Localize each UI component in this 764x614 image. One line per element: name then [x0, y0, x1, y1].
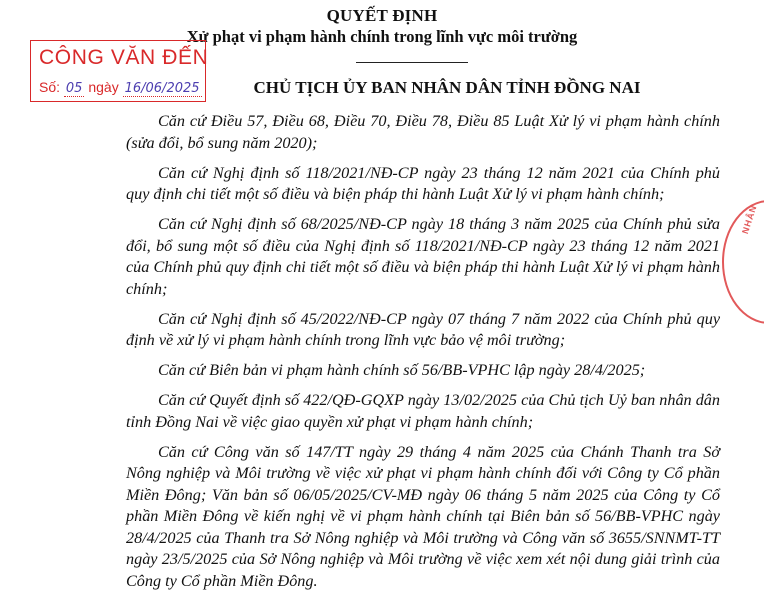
stamp-date-value: 16/06/2025 [124, 81, 200, 96]
legal-basis-paragraph: Căn cứ Điều 57, Điều 68, Điều 70, Điều 78, Điều 85 Luật Xử lý vi phạm hành chính (sửa đổi, bổ sung năm 2020); [126, 112, 720, 152]
legal-basis-paragraph: Căn cứ Nghị định số 68/2025/NĐ-CP ngày 18 tháng 3 năm 2025 của Chính phủ sửa đổi, bổ sung một số điều của Nghị định số 118/2021/NĐ-CP ngày 23 tháng 12 năm 2021 của Chính phủ quy định chi tiết một số điều và biện pháp thi hành Luật Xử lý vi phạm hành chính; [126, 215, 720, 298]
document-subtitle: Xử phạt vi phạm hành chính trong lĩnh vực môi trường [186, 27, 578, 46]
stamp-number-value: 05 [65, 81, 83, 96]
seal-text: NHÂN [740, 203, 759, 236]
stamp-number-label: Số: [39, 79, 61, 95]
legal-basis-paragraph: Căn cứ Biên bản vi phạm hành chính số 56/BB-VPHC lập ngày 28/4/2025; [158, 361, 646, 379]
legal-basis-paragraph: Căn cứ Nghị định số 118/2021/NĐ-CP ngày 23 tháng 12 năm 2021 của Chính phủ quy định chi tiết một số điều và biện pháp thi hành Luật Xử lý vi phạm hành chính; [126, 163, 720, 203]
stamp-title: CÔNG VĂN ĐẾN [39, 46, 209, 69]
title-underline [356, 62, 468, 63]
document-title: QUYẾT ĐỊNH [326, 6, 438, 25]
legal-basis-paragraph: Căn cứ Nghị định số 45/2022/NĐ-CP ngày 07 tháng 7 năm 2022 của Chính phủ quy định về xử lý vi phạm hành chính trong lĩnh vực bảo vệ môi trường; [126, 309, 720, 349]
stamp-date-label: ngày [88, 79, 119, 95]
red-seal-edge [722, 200, 764, 324]
legal-basis-paragraph: Căn cứ Quyết định số 422/QĐ-GQXP ngày 13/02/2025 của Chủ tịch Uỷ ban nhân dân tỉnh Đồng Nai về việc giao quyền xử phạt vi phạm hành chính; [126, 391, 720, 431]
legal-basis-paragraph: Căn cứ Công văn số 147/TT ngày 29 tháng 4 năm 2025 của Chánh Thanh tra Sở Nông nghiệp và Môi trường về việc xử phạt vi phạm hành chính đối với Công ty Cổ phần Miền Đông; Văn bản số 06/05/2025/CV-MĐ ngày 06 tháng 5 năm 2025 của Công ty Cổ phần Miền Đông về kiến nghị về vi phạm hành chính tại Biên bản số 56/BB-VPHC ngày 28/4/2025 của Thanh tra Sở Nông nghiệp và Môi trường và Công văn số 3655/SNNMT-TT ngày 23/5/2025 của Sở Nông nghiệp và Môi trường về việc xem xét nội dung giải trình của Công ty Cổ phần Miền Đông. [126, 442, 720, 590]
document-body [126, 111, 720, 601]
issuer-heading: CHỦ TỊCH ỦY BAN NHÂN DÂN TỈNH ĐỒNG NAI [253, 78, 641, 97]
